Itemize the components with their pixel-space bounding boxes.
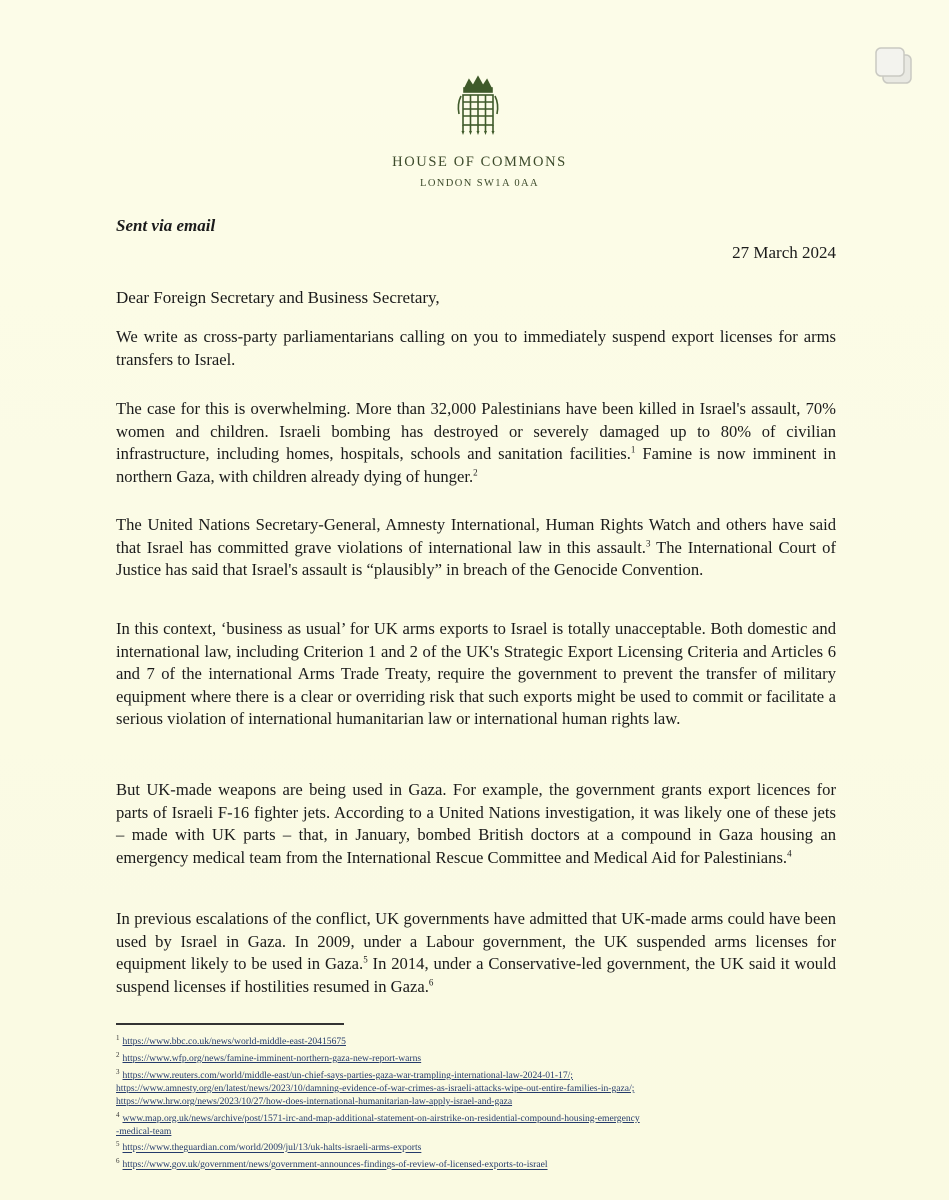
footnote-link[interactable]: -medical-team: [116, 1125, 172, 1137]
footnote-link[interactable]: https://www.hrw.org/news/2023/10/27/how-does-international-humanitarian-law-apply-israel-and-gaza: [116, 1095, 513, 1107]
institution-address: LONDON SW1A 0AA: [420, 178, 539, 189]
footnote-4: [116, 1109, 836, 1139]
footnote-link[interactable]: https://www.reuters.com/world/middle-east/un-chief-says-parties-gaza-war-trampling-international-law-2024-01-17/;: [122, 1070, 573, 1082]
salutation: Dear Foreign Secretary and Business Secretary,: [116, 288, 440, 307]
footnote-number: 6: [116, 1157, 120, 1166]
footnote-6: [116, 1155, 836, 1172]
paragraph-5: [116, 779, 836, 869]
paragraph-text: But UK-made weapons are being used in Gaza. For example, the government grants export licences for parts of Israeli F-16 fighter jets. According to a United Nations investigation, it was likely one of these jets – made with UK parts – that, in January, bombed British doctors at a compound in Gaza housing an emergency medical team from the International Rescue Committee and Medical Aid for Palestinians.: [116, 780, 836, 867]
footnote-5: [116, 1138, 836, 1155]
footnote-link[interactable]: https://www.wfp.org/news/famine-imminent-northern-gaza-new-report-warns: [122, 1053, 422, 1065]
paragraph-text: We write as cross-party parliamentarians calling on you to immediately suspend export licenses for arms transfers to Israel.: [116, 327, 836, 369]
paragraph-text: Famine is now imminent in northern Gaza, with children already dying of hunger.: [116, 444, 837, 486]
footnote-ref[interactable]: 6: [428, 976, 434, 987]
paragraph-text: The United Nations Secretary-General, Amnesty International, Human Rights Watch and others have said that Israel has committed grave violations of international law in this assault.: [116, 515, 836, 557]
footnote-link[interactable]: www.map.org.uk/news/archive/post/1571-irc-and-map-additional-statement-on-airstrike-on-residential-compound-housing-emergency: [122, 1112, 640, 1124]
paragraph-text: In 2014, under a Conservative-led government, the UK said it would suspend licenses if hostilities resumed in Gaza.: [116, 954, 836, 996]
footnote-link[interactable]: https://www.gov.uk/government/news/government-announces-findings-of-review-of-licensed-exports-to-israel: [122, 1159, 548, 1171]
paragraph-6: [116, 908, 836, 998]
portcullis-crest-icon: [455, 74, 501, 136]
copy-icon[interactable]: [872, 44, 916, 88]
footnote-ref[interactable]: 1: [630, 444, 636, 455]
footnote-3: [116, 1066, 836, 1109]
footnote-1: [116, 1032, 836, 1049]
footnote-ref[interactable]: 4: [787, 847, 792, 858]
institution-name: HOUSE OF COMMONS: [392, 154, 567, 170]
footnote-number: 2: [116, 1050, 120, 1059]
footnotes: [116, 1032, 836, 1172]
footnote-number: 4: [116, 1110, 120, 1119]
footnote-divider: [116, 1023, 344, 1025]
paragraph-3: [116, 514, 836, 582]
letter-date: 27 March 2024: [732, 243, 836, 262]
paragraph-4: [116, 618, 836, 731]
paragraph-2: [116, 398, 836, 488]
footnote-ref[interactable]: 2: [473, 466, 478, 477]
footnote-link[interactable]: https://www.amnesty.org/en/latest/news/2023/10/damning-evidence-of-war-crimes-as-israeli-attacks-wipe-out-entire-families-in-gaza/;: [116, 1082, 635, 1094]
footnote-number: 1: [116, 1034, 120, 1042]
footnote-number: 3: [116, 1067, 120, 1076]
footnote-link[interactable]: https://www.bbc.co.uk/news/world-middle-east-20415675: [122, 1036, 346, 1048]
paragraph-1: [116, 326, 836, 371]
footnote-ref[interactable]: 3: [645, 537, 651, 548]
footnote-ref[interactable]: 5: [363, 954, 368, 965]
footnote-2: [116, 1049, 836, 1066]
paragraph-text: The International Court of Justice has said that Israel's assault is “plausibly” in breach of the Genocide Convention.: [116, 537, 836, 579]
sent-via-label: Sent via email: [116, 216, 216, 235]
paragraph-text: The case for this is overwhelming. More than 32,000 Palestinians have been killed in Israel's assault, 70% women and children. Israeli bombing has destroyed or severely damaged up to 80% of civilian infrastructure, including homes, hospitals, schools and sanitation facilities.: [116, 399, 836, 463]
paragraph-text: In this context, ‘business as usual’ for UK arms exports to Israel is totally unacceptable. Both domestic and international law, including Criterion 1 and 2 of the UK's Strategic Export Licensing Criteria and Articles 6 and 7 of the international Arms Trade Treaty, require the government to prevent the transfer of military equipment where there is a clear or overriding risk that such exports might be used to commit or facilitate a serious violation of international humanitarian law or international human rights law.: [116, 619, 836, 728]
footnote-link[interactable]: https://www.theguardian.com/world/2009/jul/13/uk-halts-israeli-arms-exports: [122, 1142, 422, 1154]
footnote-number: 5: [116, 1140, 120, 1149]
paragraph-text: In previous escalations of the conflict, UK governments have admitted that UK-made arms could have been used by Israel in Gaza. In 2009, under a Labour government, the UK suspended arms licenses for equipment likely to be used in Gaza.: [116, 909, 836, 973]
